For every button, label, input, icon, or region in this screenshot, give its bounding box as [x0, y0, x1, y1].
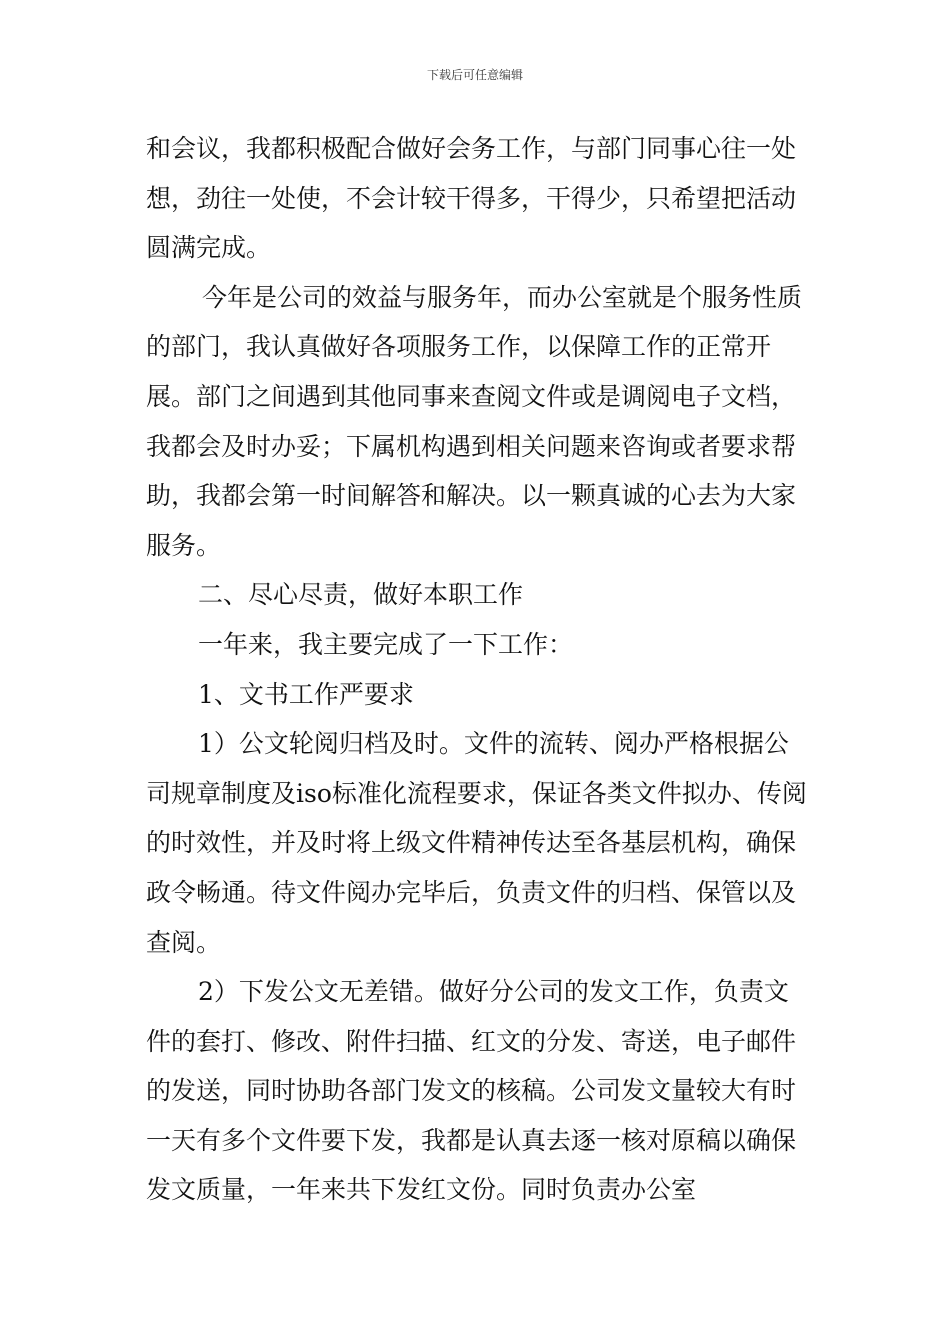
document-body	[146, 124, 810, 1215]
subsection-heading-1: 1、文书工作严要求	[198, 679, 414, 709]
page-header-note: 下载后可任意编辑	[426, 68, 523, 82]
paragraph-2: 今年是公司的效益与服务年，而办公室就是个服务性质的部门，我认真做好各项服务工作，以保障工作的正常开展。部门之间遇到其他同事来查阅文件或是调阅电子文档，我都会及时办妥；下属机构遇到相关问题来咨询或者要求帮助，我都会第一时间解答和解决。以一颗真诚的心去为大家服务。	[146, 282, 803, 560]
paragraph-5: 2）下发公文无差错。做好分公司的发文工作，负责文件的套打、修改、附件扫描、红文的分发、寄送，电子邮件的发送，同时协助各部门发文的核稿。公司发文量较大有时一天有多个文件要下发，我都是认真去逐一核对原稿以确保发文质量，一年来共下发红文份。同时负责办公室	[146, 977, 797, 1205]
paragraph-3: 一年来，我主要完成了一下工作：	[198, 629, 574, 659]
paragraph-1: 和会议，我都积极配合做好会务工作，与部门同事心往一处想，劲往一处使，不会计较干得多，干得少，只希望把活动圆满完成。	[146, 134, 797, 263]
section-heading-2: 二、尽心尽责，做好本职工作	[198, 580, 524, 610]
paragraph-4: 1）公文轮阅归档及时。文件的流转、阅办严格根据公司规章制度及iso标准化流程要求，保证各类文件拟办、传阅的时效性，并及时将上级文件精神传达至各基层机构，确保政令畅通。待文件阅办完毕后，负责文件的归档、保管以及查阅。	[146, 729, 807, 957]
